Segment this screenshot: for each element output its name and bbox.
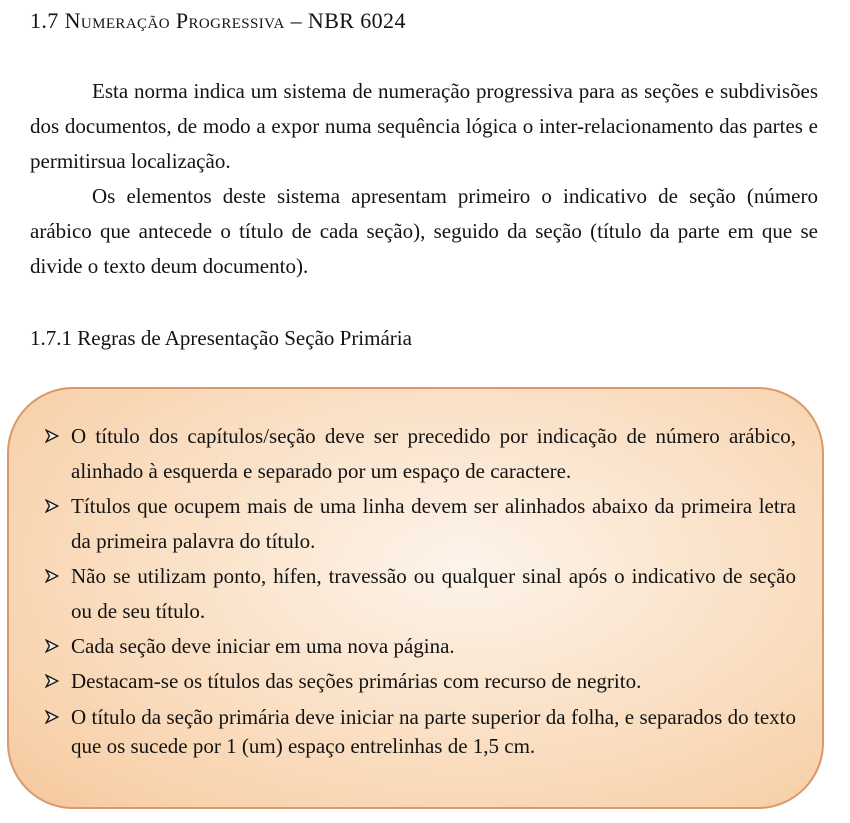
arrowhead-right-icon: [45, 710, 59, 724]
list-item: [45, 489, 796, 559]
list-item-text: Não se utilizam ponto, hífen, travessão ou qualquer sinal após o indicativo de seção ou de seu título.: [71, 564, 796, 623]
arrowhead-right-icon: [45, 639, 59, 653]
list-item-text: Destacam-se os títulos das seções primárias com recurso de negrito.: [71, 669, 642, 693]
arrowhead-right-icon: [45, 569, 59, 583]
arrowhead-right-icon: [45, 674, 59, 688]
list-item: [45, 419, 796, 489]
list-item: [45, 559, 796, 629]
arrowhead-right-icon: [45, 429, 59, 443]
paragraph-elements: Os elementos deste sistema apresentam primeiro o indicativo de seção (número arábico que antecede o título de cada seção), seguido da seção (título da parte em que se divide o texto deum documento).: [30, 184, 818, 278]
list-item: [45, 629, 796, 664]
list-item-text: O título dos capítulos/seção deve ser precedido por indicação de número arábico, alinhado à esquerda e separado por um espaço de caractere.: [71, 424, 796, 483]
list-item-text: Títulos que ocupem mais de uma linha devem ser alinhados abaixo da primeira letra da primeira palavra do título.: [71, 494, 796, 553]
highlight-box: [7, 387, 824, 809]
list-item-text: Cada seção deve iniciar em uma nova página.: [71, 634, 455, 658]
list-item: [45, 664, 796, 699]
list-item-text: O título da seção primária deve iniciar na parte superior da folha, e separados do texto que os sucede por 1 (um) espaço entrelinhas de 1,5 cm.: [71, 705, 796, 758]
subsection-heading: 1.7.1 Regras de Apresentação Seção Primária: [30, 326, 412, 350]
arrowhead-right-icon: [45, 499, 59, 513]
paragraph-intro: Esta norma indica um sistema de numeração progressiva para as seções e subdivisões dos documentos, de modo a expor numa sequência lógica o inter-relacionamento das partes e permitirsua localização.: [30, 79, 818, 173]
list-item: [45, 703, 796, 761]
section-heading: 1.7 Numeração Progressiva – NBR 6024: [30, 8, 406, 33]
